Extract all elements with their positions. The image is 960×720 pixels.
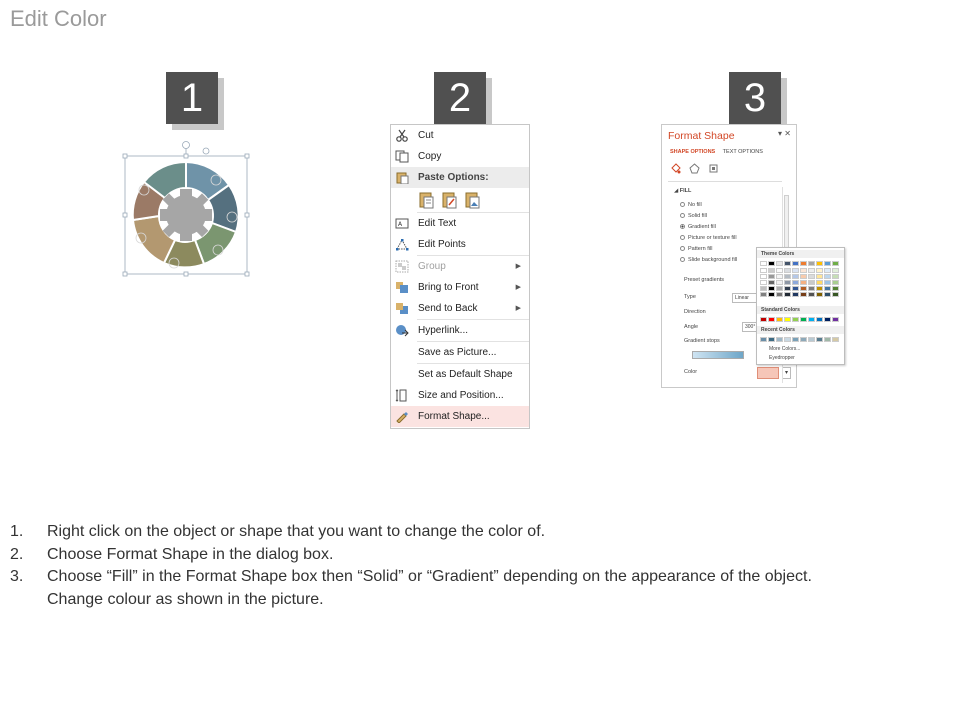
radio-dot-icon — [680, 224, 685, 229]
theme-color-shade-swatch[interactable] — [792, 292, 799, 297]
fill-section-label: FILL — [679, 188, 692, 194]
paste-picture-icon[interactable] — [464, 190, 482, 210]
step-number-3: 3 — [729, 72, 781, 124]
instruction-text: Change colour as shown in the picture. — [47, 590, 324, 608]
theme-color-swatch[interactable] — [768, 261, 775, 266]
angle-label: Angle — [684, 324, 699, 330]
theme-color-tint-swatch[interactable] — [816, 280, 823, 285]
radio-pattern-fill[interactable] — [680, 246, 712, 252]
preset-gradients-label: Preset gradients — [684, 277, 725, 283]
theme-color-tint-swatch[interactable] — [784, 274, 791, 279]
radio-dot-icon — [680, 202, 685, 207]
effects-icon[interactable] — [689, 163, 700, 174]
format-shape-icon — [395, 410, 409, 423]
slide-title: Edit Color — [10, 6, 107, 31]
radio-label: Picture or texture fill — [688, 235, 737, 241]
color-palette-flyout — [756, 247, 845, 365]
radio-label: No fill — [688, 202, 702, 208]
standard-colors-header: Standard Colors — [757, 306, 844, 314]
size-position-icon — [395, 389, 409, 402]
menu-header-paste-options — [391, 167, 529, 188]
theme-color-shade-swatch[interactable] — [768, 292, 775, 297]
radio-picture-fill[interactable] — [680, 235, 737, 241]
copy-icon — [395, 150, 409, 163]
standard-color-swatch[interactable] — [768, 317, 775, 322]
standard-color-swatch[interactable] — [832, 317, 839, 322]
menu-item-set-default-shape[interactable] — [391, 364, 529, 385]
recent-color-swatch[interactable] — [816, 337, 823, 342]
theme-color-tint-swatch[interactable] — [768, 274, 775, 279]
theme-color-tint-swatch[interactable] — [824, 268, 831, 273]
theme-color-shade-swatch[interactable] — [816, 286, 823, 291]
instructions-list — [10, 521, 950, 611]
instruction-text: Choose Format Shape in the dialog box. — [47, 545, 334, 563]
paste-options-row — [391, 188, 529, 212]
theme-color-tint-swatch[interactable] — [760, 274, 767, 279]
theme-color-tint-swatch[interactable] — [816, 274, 823, 279]
tab-text-options[interactable]: TEXT OPTIONS — [722, 149, 763, 155]
standard-color-swatch[interactable] — [824, 317, 831, 322]
standard-color-swatch[interactable] — [792, 317, 799, 322]
menu-label: Paste Options: — [418, 172, 489, 183]
theme-color-tint-swatch[interactable] — [792, 268, 799, 273]
theme-color-shade-swatch[interactable] — [832, 292, 839, 297]
recent-color-swatch[interactable] — [760, 337, 767, 342]
theme-color-tint-swatch[interactable] — [784, 268, 791, 273]
menu-item-size-position[interactable] — [391, 385, 529, 406]
edit-points-icon — [395, 238, 409, 251]
submenu-arrow-icon: ▶ — [515, 263, 521, 270]
cycle-diagram-selected[interactable] — [118, 140, 254, 280]
menu-item-save-as-picture[interactable] — [391, 342, 529, 363]
theme-color-column — [808, 268, 815, 297]
menu-item-group — [391, 256, 529, 277]
list-number: 1. — [10, 523, 24, 540]
theme-color-shade-swatch[interactable] — [808, 292, 815, 297]
group-icon — [395, 260, 409, 273]
radio-slide-background-fill[interactable] — [680, 257, 737, 263]
theme-color-tint-swatch[interactable] — [824, 274, 831, 279]
step-number-2: 2 — [434, 72, 486, 124]
size-properties-icon[interactable] — [708, 163, 719, 174]
standard-color-swatch[interactable] — [808, 317, 815, 322]
context-menu — [390, 124, 530, 429]
theme-color-shade-swatch[interactable] — [816, 292, 823, 297]
theme-color-shade-swatch[interactable] — [768, 286, 775, 291]
theme-color-tint-swatch[interactable] — [792, 280, 799, 285]
menu-label: Save as Picture... — [418, 347, 497, 358]
theme-color-tint-swatch[interactable] — [808, 280, 815, 285]
submenu-arrow-icon: ▶ — [515, 305, 521, 312]
theme-color-tint-swatch[interactable] — [768, 280, 775, 285]
list-number: 3. — [10, 568, 24, 585]
theme-color-tint-swatch[interactable] — [832, 280, 839, 285]
standard-color-swatch[interactable] — [784, 317, 791, 322]
menu-label: Bring to Front — [418, 282, 479, 293]
svg-text:A: A — [398, 221, 403, 228]
theme-color-shade-swatch[interactable] — [784, 292, 791, 297]
theme-color-shade-swatch[interactable] — [784, 286, 791, 291]
eyedropper-option[interactable]: Eyedropper — [769, 355, 795, 361]
menu-label: Hyperlink... — [418, 325, 469, 336]
recent-color-swatch[interactable] — [800, 337, 807, 342]
recent-color-swatch[interactable] — [824, 337, 831, 342]
theme-color-tint-swatch[interactable] — [808, 268, 815, 273]
theme-color-shade-swatch[interactable] — [832, 286, 839, 291]
menu-item-edit-points[interactable] — [391, 234, 529, 255]
hyperlink-icon — [395, 324, 409, 337]
menu-item-edit-text[interactable] — [391, 213, 529, 234]
menu-item-bring-to-front[interactable] — [391, 277, 529, 298]
theme-color-shade-swatch[interactable] — [800, 286, 807, 291]
menu-label: Edit Points — [418, 239, 466, 250]
theme-color-column — [824, 268, 831, 297]
theme-color-shade-swatch[interactable] — [808, 286, 815, 291]
theme-color-tint-swatch[interactable] — [808, 274, 815, 279]
theme-color-tint-swatch[interactable] — [760, 268, 767, 273]
menu-label: Copy — [418, 151, 442, 162]
recent-color-swatch[interactable] — [792, 337, 799, 342]
menu-item-send-to-back[interactable] — [391, 298, 529, 319]
instruction-item-3 — [10, 566, 950, 589]
angle-input[interactable]: 300° — [742, 322, 762, 332]
submenu-arrow-icon: ▶ — [515, 284, 521, 291]
recent-colors-header: Recent Colors — [757, 326, 844, 334]
instruction-item-3-continued — [10, 589, 950, 612]
radio-dot-icon — [680, 213, 685, 218]
recent-color-swatch[interactable] — [784, 337, 791, 342]
radio-dot-icon — [680, 257, 685, 262]
bring-front-icon — [395, 281, 409, 294]
theme-color-tint-swatch[interactable] — [776, 274, 783, 279]
theme-color-tint-swatch[interactable] — [832, 274, 839, 279]
menu-label: Size and Position... — [418, 390, 504, 401]
tab-shape-options[interactable]: SHAPE OPTIONS — [670, 149, 716, 155]
theme-color-column — [768, 268, 775, 297]
menu-item-copy[interactable] — [391, 146, 529, 167]
step-number-1: 1 — [166, 72, 218, 124]
theme-color-shade-swatch[interactable] — [776, 286, 783, 291]
theme-colors-top-row — [760, 261, 839, 266]
theme-color-tint-swatch[interactable] — [784, 280, 791, 285]
scissors-icon — [395, 129, 409, 142]
theme-color-tint-swatch[interactable] — [776, 280, 783, 285]
menu-label: Format Shape... — [418, 411, 490, 422]
theme-color-shade-swatch[interactable] — [760, 286, 767, 291]
theme-color-tint-swatch[interactable] — [816, 268, 823, 273]
menu-label: Send to Back — [418, 303, 478, 314]
instruction-item-1 — [10, 521, 950, 544]
gradient-stops-label: Gradient stops — [684, 338, 720, 344]
standard-color-swatch[interactable] — [816, 317, 823, 322]
theme-color-swatch[interactable] — [784, 261, 791, 266]
recent-color-swatch[interactable] — [776, 337, 783, 342]
pane-controls[interactable]: ▾ ✕ — [778, 129, 791, 138]
theme-color-tint-swatch[interactable] — [800, 274, 807, 279]
theme-color-column — [816, 268, 823, 297]
pane-tabs — [670, 149, 769, 155]
theme-color-shade-swatch[interactable] — [824, 292, 831, 297]
theme-color-swatch[interactable] — [816, 261, 823, 266]
type-label: Type — [684, 294, 696, 300]
theme-color-column — [776, 268, 783, 297]
menu-item-cut[interactable] — [391, 125, 529, 146]
color-picker-button[interactable] — [757, 367, 779, 379]
list-number: 2. — [10, 545, 24, 563]
pane-icon-row — [670, 163, 719, 174]
theme-color-column — [784, 268, 791, 297]
theme-color-tint-swatch[interactable] — [792, 274, 799, 279]
radio-solid-fill[interactable] — [680, 213, 707, 219]
theme-color-swatch[interactable] — [792, 261, 799, 266]
radio-gradient-fill[interactable] — [680, 224, 716, 230]
theme-color-swatch[interactable] — [832, 261, 839, 266]
theme-color-shade-swatch[interactable] — [776, 292, 783, 297]
color-dropdown-arrow-icon[interactable]: ▾ — [782, 367, 791, 379]
theme-color-swatch[interactable] — [800, 261, 807, 266]
theme-color-column — [800, 268, 807, 297]
paste-icon — [395, 171, 409, 184]
fill-line-icon[interactable] — [670, 163, 681, 174]
radio-label: Slide background fill — [688, 257, 738, 263]
instruction-text: Right click on the object or shape that you want to change the color of. — [47, 523, 546, 540]
instruction-item-2 — [10, 544, 950, 567]
paste-keep-source-icon[interactable] — [418, 190, 436, 210]
theme-color-tint-swatch[interactable] — [776, 268, 783, 273]
radio-label: Pattern fill — [688, 246, 713, 252]
theme-colors-grid — [760, 268, 839, 297]
instruction-text: Choose “Fill” in the Format Shape box then “Solid” or “Gradient” depending on the appearance of the object. — [47, 568, 812, 585]
theme-color-tint-swatch[interactable] — [768, 268, 775, 273]
theme-color-column — [832, 268, 839, 297]
paste-destination-theme-icon[interactable] — [441, 190, 459, 210]
send-back-icon — [395, 302, 409, 315]
menu-item-hyperlink[interactable] — [391, 320, 529, 341]
radio-dot-icon — [680, 235, 685, 240]
color-label: Color — [684, 369, 698, 375]
theme-color-swatch[interactable] — [760, 261, 767, 266]
menu-label: Cut — [418, 130, 434, 141]
theme-color-swatch[interactable] — [824, 261, 831, 266]
menu-item-format-shape[interactable] — [391, 406, 529, 427]
recent-color-swatch[interactable] — [768, 337, 775, 342]
theme-color-column — [792, 268, 799, 297]
theme-color-tint-swatch[interactable] — [760, 280, 767, 285]
menu-label: Set as Default Shape — [418, 369, 513, 380]
theme-color-shade-swatch[interactable] — [800, 292, 807, 297]
radio-label: Solid fill — [688, 213, 707, 219]
standard-colors-row — [760, 317, 839, 322]
type-dropdown[interactable]: Linear — [732, 293, 762, 303]
fill-section-header[interactable]: ◢ FILL — [674, 188, 692, 194]
theme-colors-header: Theme Colors — [757, 250, 844, 258]
radio-label: Gradient fill — [688, 224, 716, 230]
standard-color-swatch[interactable] — [760, 317, 767, 322]
theme-color-swatch[interactable] — [808, 261, 815, 266]
recent-colors-row — [760, 337, 839, 342]
radio-dot-icon — [680, 246, 685, 251]
theme-color-shade-swatch[interactable] — [824, 286, 831, 291]
theme-color-tint-swatch[interactable] — [800, 280, 807, 285]
theme-color-shade-swatch[interactable] — [760, 292, 767, 297]
menu-label: Edit Text — [418, 218, 457, 229]
menu-label: Group — [418, 261, 446, 272]
theme-color-tint-swatch[interactable] — [832, 268, 839, 273]
standard-color-swatch[interactable] — [776, 317, 783, 322]
direction-label: Direction — [684, 309, 706, 315]
gradient-stops-slider[interactable] — [692, 351, 744, 359]
theme-color-tint-swatch[interactable] — [800, 268, 807, 273]
edit-text-icon — [395, 217, 409, 230]
standard-color-swatch[interactable] — [800, 317, 807, 322]
theme-color-tint-swatch[interactable] — [824, 280, 831, 285]
pane-title: Format Shape — [668, 130, 735, 142]
pane-divider — [668, 181, 782, 182]
recent-color-swatch[interactable] — [832, 337, 839, 342]
theme-color-swatch[interactable] — [776, 261, 783, 266]
recent-color-swatch[interactable] — [808, 337, 815, 342]
radio-no-fill[interactable] — [680, 202, 702, 208]
more-colors-option[interactable]: More Colors... — [769, 346, 801, 352]
theme-color-shade-swatch[interactable] — [792, 286, 799, 291]
theme-color-column — [760, 268, 767, 297]
